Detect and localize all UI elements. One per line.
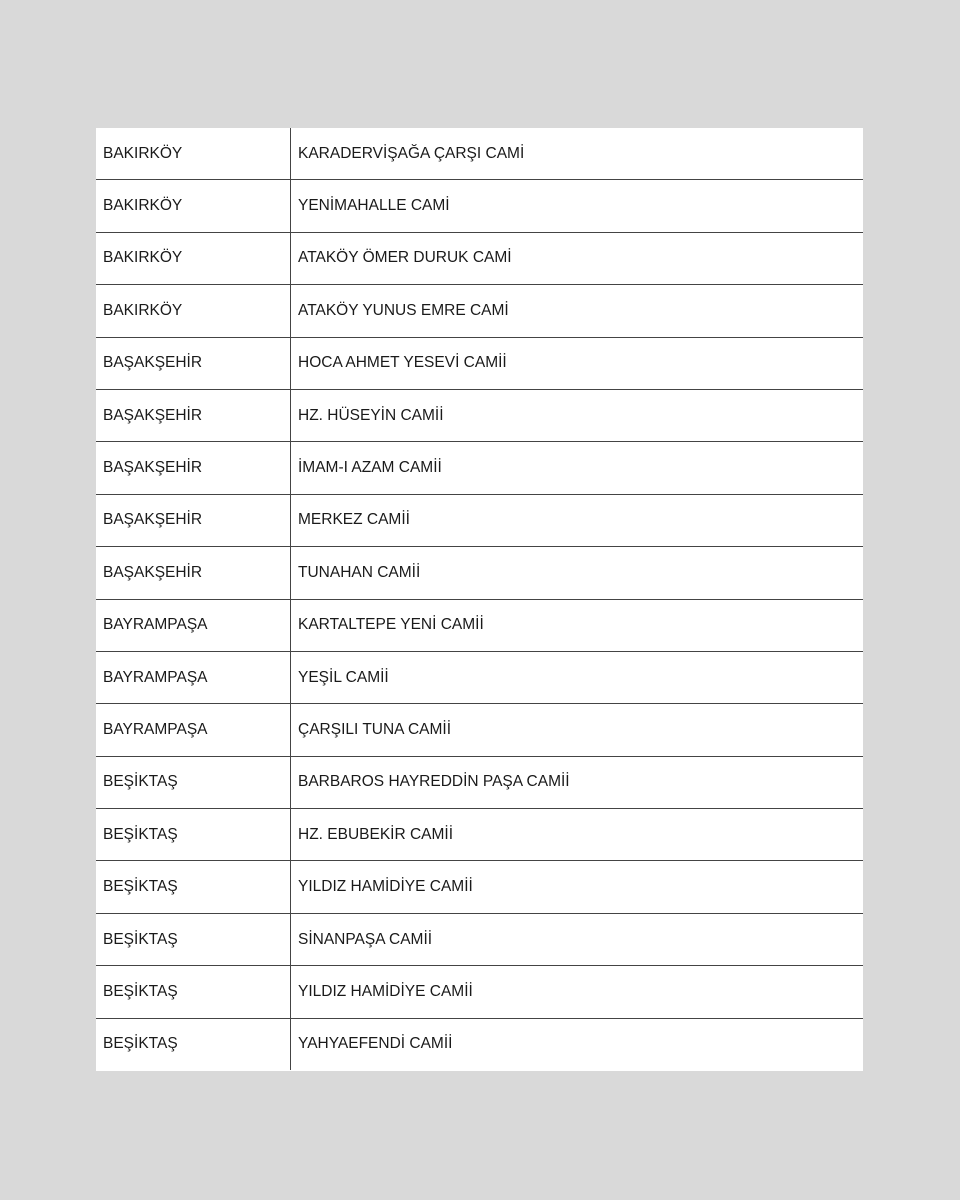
mosque-name-cell: KARADERVİŞAĞA ÇARŞI CAMİ bbox=[291, 128, 864, 180]
mosque-table bbox=[96, 128, 863, 1070]
table-row bbox=[96, 547, 863, 599]
table-row bbox=[96, 1018, 863, 1070]
mosque-name-cell: İMAM-I AZAM CAMİİ bbox=[291, 442, 864, 494]
table-row bbox=[96, 494, 863, 546]
district-cell: BEŞİKTAŞ bbox=[96, 809, 291, 861]
mosque-name-cell: KARTALTEPE YENİ CAMİİ bbox=[291, 599, 864, 651]
district-cell: BEŞİKTAŞ bbox=[96, 913, 291, 965]
district-cell: BAKIRKÖY bbox=[96, 128, 291, 180]
mosque-name-cell: YILDIZ HAMİDİYE CAMİİ bbox=[291, 861, 864, 913]
table-body bbox=[96, 128, 863, 1070]
table-row bbox=[96, 809, 863, 861]
table-row bbox=[96, 128, 863, 180]
table-row bbox=[96, 180, 863, 232]
table-row bbox=[96, 232, 863, 284]
table-row bbox=[96, 285, 863, 337]
mosque-name-cell: ATAKÖY ÖMER DURUK CAMİ bbox=[291, 232, 864, 284]
district-cell: BAŞAKŞEHİR bbox=[96, 442, 291, 494]
mosque-name-cell: YAHYAEFENDİ CAMİİ bbox=[298, 1035, 453, 1053]
district-cell: BAYRAMPAŞA bbox=[96, 651, 291, 703]
mosque-name-cell: BARBAROS HAYREDDİN PAŞA CAMİİ bbox=[291, 756, 864, 808]
district-cell: BAYRAMPAŞA bbox=[96, 704, 291, 756]
district-cell: BAŞAKŞEHİR bbox=[96, 547, 291, 599]
mosque-name-cell: HOCA AHMET YESEVİ CAMİİ bbox=[291, 337, 864, 389]
mosque-name-cell: ÇARŞILI TUNA CAMİİ bbox=[291, 704, 864, 756]
district-cell: BEŞİKTAŞ bbox=[96, 861, 291, 913]
table-row bbox=[96, 704, 863, 756]
district-cell: BEŞİKTAŞ bbox=[96, 756, 291, 808]
mosque-name-cell: HZ. EBUBEKİR CAMİİ bbox=[291, 809, 864, 861]
district-cell: BAŞAKŞEHİR bbox=[96, 389, 291, 441]
mosque-name-cell: SİNANPAŞA CAMİİ bbox=[291, 913, 864, 965]
document-page bbox=[96, 128, 863, 1071]
district-cell: BAŞAKŞEHİR bbox=[96, 494, 291, 546]
mosque-name-cell: YEŞİL CAMİİ bbox=[291, 651, 864, 703]
table-row bbox=[96, 861, 863, 913]
district-cell: BAKIRKÖY bbox=[96, 285, 291, 337]
district-cell: BAYRAMPAŞA bbox=[96, 599, 291, 651]
district-cell: BEŞİKTAŞ bbox=[96, 966, 291, 1018]
mosque-name-cell: YILDIZ HAMİDİYE CAMİİ bbox=[291, 966, 864, 1018]
mosque-name-cell: TUNAHAN CAMİİ bbox=[291, 547, 864, 599]
table-row bbox=[96, 756, 863, 808]
table-row bbox=[96, 442, 863, 494]
table-row bbox=[96, 913, 863, 965]
district-cell: BAKIRKÖY bbox=[96, 180, 291, 232]
table-row bbox=[96, 966, 863, 1018]
district-cell: BEŞİKTAŞ bbox=[96, 1018, 291, 1070]
mosque-name-cell: MERKEZ CAMİİ bbox=[291, 494, 864, 546]
table-row bbox=[96, 599, 863, 651]
table-row bbox=[96, 389, 863, 441]
mosque-name-cell: YENİMAHALLE CAMİ bbox=[291, 180, 864, 232]
district-cell: BAKIRKÖY bbox=[96, 232, 291, 284]
district-cell: BAŞAKŞEHİR bbox=[96, 337, 291, 389]
table-row bbox=[96, 651, 863, 703]
table-row bbox=[96, 337, 863, 389]
mosque-name-cell: HZ. HÜSEYİN CAMİİ bbox=[291, 389, 864, 441]
mosque-name-cell: ATAKÖY YUNUS EMRE CAMİ bbox=[291, 285, 864, 337]
